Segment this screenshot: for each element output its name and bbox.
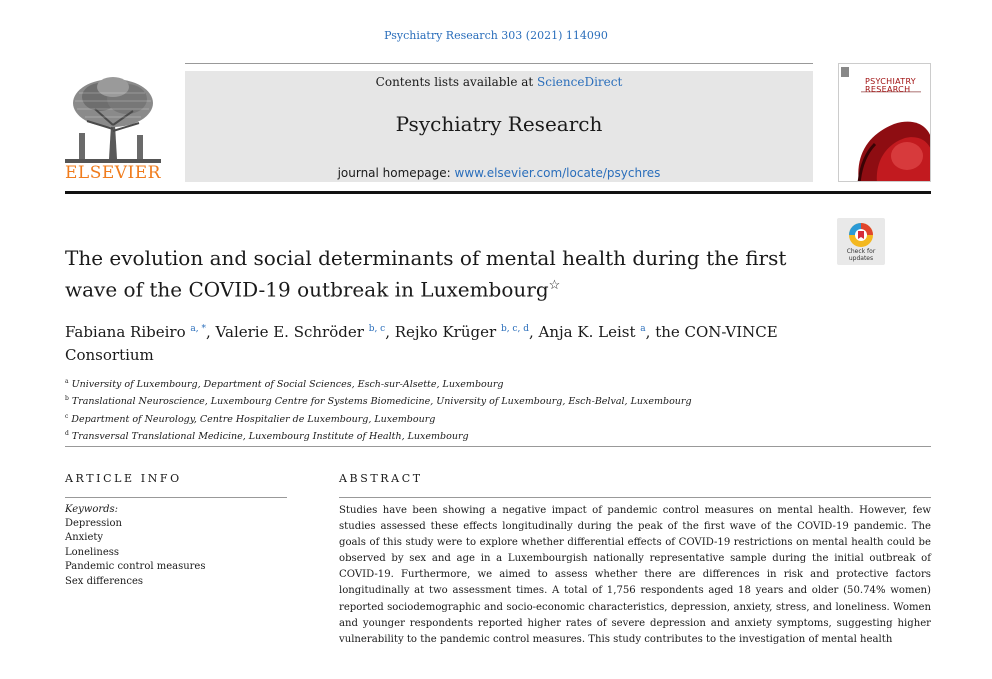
author-name: Fabiana Ribeiro bbox=[65, 323, 186, 341]
author-affiliation-link[interactable]: a bbox=[640, 324, 646, 334]
keyword-item: Sex differences bbox=[65, 575, 143, 587]
affiliation-item bbox=[65, 375, 825, 392]
author-affiliation-link[interactable]: b, c bbox=[368, 324, 386, 334]
article-info-heading: ARTICLE INFO bbox=[65, 472, 182, 485]
affiliation-text: Translational Neuroscience, Luxembourg Centre for Systems Biomedicine, University of Luxembourg, Esch-Belval, Luxembourg bbox=[71, 396, 692, 408]
header-bottom-rule bbox=[65, 191, 931, 194]
affiliation-key: b bbox=[65, 395, 69, 403]
journal-homepage-line bbox=[185, 166, 813, 180]
keywords-label: Keywords: bbox=[65, 504, 119, 515]
keyword-item: Anxiety bbox=[65, 532, 104, 544]
consortium-name: the CON-VINCE bbox=[655, 323, 778, 341]
article-title-line1: The evolution and social determinants of mental health during the first bbox=[65, 246, 787, 270]
affiliations-divider bbox=[65, 446, 931, 447]
affiliation-text: University of Luxembourg, Department of Social Sciences, Esch-sur-Alsette, Luxembourg bbox=[71, 379, 504, 391]
keyword-item: Pandemic control measures bbox=[65, 561, 206, 573]
author-line2: Consortium bbox=[65, 346, 154, 364]
author-line1 bbox=[65, 318, 825, 344]
article-title-line2 bbox=[65, 272, 825, 304]
author-separator: , bbox=[385, 323, 395, 341]
title-footnote-star-icon[interactable]: ☆ bbox=[548, 278, 561, 293]
author-name: Rejko Krüger bbox=[394, 323, 497, 341]
affiliation-item bbox=[65, 410, 825, 427]
author-separator: , bbox=[206, 323, 216, 341]
affiliation-text: Department of Neurology, Centre Hospitalier de Luxembourg, Luxembourg bbox=[71, 413, 436, 425]
affiliation-text: Transversal Translational Medicine, Luxembourg Institute of Health, Luxembourg bbox=[71, 431, 469, 443]
journal-name: Psychiatry Research bbox=[395, 112, 603, 136]
affiliation-item bbox=[65, 392, 825, 409]
check-updates-line1: Check for bbox=[846, 248, 876, 255]
author-name: Anja K. Leist bbox=[538, 323, 636, 341]
author-affiliation-link[interactable]: b, c, d bbox=[500, 324, 529, 334]
affiliation-item bbox=[65, 427, 825, 444]
author-separator: , bbox=[528, 323, 539, 341]
journal-citation-link[interactable]: Psychiatry Research 303 (2021) 114090 bbox=[384, 29, 608, 42]
article-info-rule bbox=[65, 497, 287, 498]
affiliation-key: a bbox=[65, 378, 69, 385]
author-separator: , bbox=[645, 323, 656, 341]
homepage-prefix: journal homepage: bbox=[337, 166, 455, 180]
affiliation-key: d bbox=[65, 430, 69, 438]
journal-homepage-link[interactable]: www.elsevier.com/locate/psychres bbox=[454, 166, 661, 180]
abstract-text: Studies have been showing a negative impact of pandemic control measures on mental health. However, few studies assessed these effects longitudinally during the peak of the first wave of the COVID-19 pandemic. The goals of this study were to explore whether differential effects of COVID-19 restrictions on mental health could be observed by sex and age in a Luxembourgish nationally representative sample during the initial outbreak of COVID-19. Furthermore, we aimed to assess whether there are differences in risk and protective factors longitudinally at two assessment times. A total of 1,756 respondents aged 18 years and older (50.74% women) reported sociodemographic and socio-economic characteristics, depression, anxiety, stress, and loneliness. Women and younger respondents reported higher rates of severe depression and anxiety symptoms, suggesting higher vulnerability to the pandemic control measures. This study contributes to the investigation of mental health bbox=[339, 505, 931, 645]
elsevier-wordmark: ELSEVIER bbox=[65, 163, 161, 183]
check-for-updates-button[interactable] bbox=[837, 218, 885, 265]
sciencedirect-link[interactable]: ScienceDirect bbox=[537, 75, 623, 89]
cover-title bbox=[865, 78, 916, 94]
author-affiliation-link[interactable]: a, * bbox=[190, 324, 206, 334]
affiliations-list bbox=[65, 375, 825, 444]
author-list bbox=[65, 318, 825, 367]
contents-prefix: Contents lists available at bbox=[375, 75, 538, 89]
check-updates-label bbox=[837, 249, 885, 262]
keyword-item: Loneliness bbox=[65, 546, 120, 558]
contents-lists-line bbox=[185, 75, 813, 89]
affiliation-key: c bbox=[65, 412, 69, 420]
abstract-heading: ABSTRACT bbox=[339, 472, 423, 485]
cover-title-line1: PSYCHIATRY bbox=[865, 77, 916, 86]
article-title-line2-text: wave of the COVID-19 outbreak in Luxembourg bbox=[65, 277, 549, 302]
check-updates-icon bbox=[837, 220, 885, 250]
keywords-list bbox=[65, 517, 287, 589]
abstract-rule bbox=[339, 497, 931, 498]
header-top-rule bbox=[185, 63, 813, 64]
journal-cover-thumbnail[interactable] bbox=[838, 63, 931, 182]
check-updates-line2: updates bbox=[848, 254, 874, 262]
keyword-item: Depression bbox=[65, 518, 122, 529]
article-title bbox=[65, 244, 825, 304]
author-name: Valerie E. Schröder bbox=[215, 323, 364, 341]
cover-title-line2: RESEARCH bbox=[865, 85, 911, 94]
